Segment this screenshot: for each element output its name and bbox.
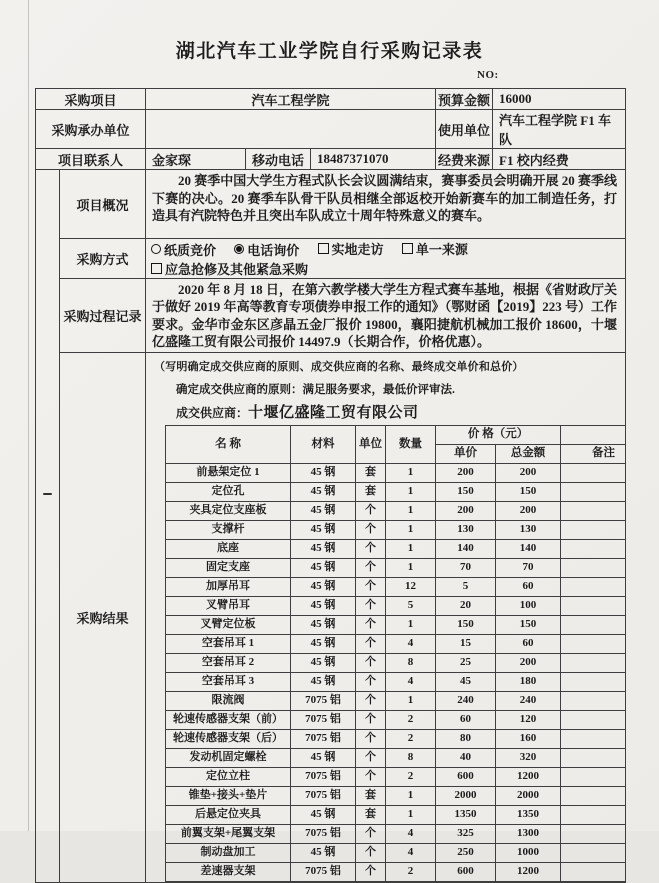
item-row xyxy=(166,501,626,520)
item-name-cell: 锥垫+接头+垫片 xyxy=(166,786,291,805)
item-name-cell: 固定支座 xyxy=(166,558,291,577)
item-material-cell: 45 钢 xyxy=(291,501,356,520)
method-option-emergency xyxy=(151,259,308,278)
item-total-cell: 160 xyxy=(496,729,561,748)
method-option-label: 电话询价 xyxy=(247,242,300,258)
item-unit-price-cell: 200 xyxy=(436,463,496,482)
method-option-label: 实地走访 xyxy=(331,242,384,257)
item-remark-cell xyxy=(561,767,626,786)
items-header-price-group: 价 格（元） xyxy=(436,425,561,444)
item-unit-price-cell: 150 xyxy=(436,482,496,501)
item-total-cell: 180 xyxy=(496,672,561,691)
section-label-overview: 项目概况 xyxy=(60,170,146,239)
item-unit-price-cell: 200 xyxy=(436,501,496,520)
item-total-cell: 100 xyxy=(496,596,561,615)
item-name-cell: 后悬定位夹具 xyxy=(166,805,291,824)
item-unit-price-cell: 1350 xyxy=(436,805,496,824)
field-value-mobile: 18487371070 xyxy=(311,149,436,170)
item-unit-price-cell: 40 xyxy=(436,748,496,767)
item-unit-price-cell: 70 xyxy=(436,558,496,577)
item-remark-cell xyxy=(561,786,626,805)
item-remark-cell xyxy=(561,520,626,539)
item-unit-price-cell: 240 xyxy=(436,691,496,710)
items-header-total: 总金额 xyxy=(496,444,561,463)
item-name-cell: 空套吊耳 1 xyxy=(166,634,291,653)
document-title: 湖北汽车工业学院自行采购记录表 xyxy=(175,41,484,62)
process-paragraph-cell xyxy=(146,278,626,352)
section-label-result: 采购结果 xyxy=(60,352,146,882)
item-material-cell: 7075 铝 xyxy=(291,767,356,786)
item-material-cell: 45 钢 xyxy=(291,653,356,672)
item-name-cell: 轮速传感器支架（前） xyxy=(166,710,291,729)
item-remark-cell xyxy=(561,615,626,634)
item-name-cell: 加厚吊耳 xyxy=(166,577,291,596)
item-row xyxy=(166,843,626,862)
field-value-user-unit: 汽车工程学院 F1 车队 xyxy=(493,110,626,149)
item-total-cell: 1200 xyxy=(496,767,561,786)
item-unit-price-cell: 130 xyxy=(436,520,496,539)
item-unit-price-cell: 140 xyxy=(436,539,496,558)
item-name-cell: 轮速传感器支架（后） xyxy=(166,729,291,748)
item-unit-price-cell: 45 xyxy=(436,672,496,691)
item-unit-price-cell: 250 xyxy=(436,843,496,862)
item-remark-cell xyxy=(561,482,626,501)
item-unit-cell: 个 xyxy=(356,558,386,577)
item-name-cell: 发动机固定螺栓 xyxy=(166,748,291,767)
item-remark-cell xyxy=(561,729,626,748)
item-row xyxy=(166,520,626,539)
item-total-cell: 140 xyxy=(496,539,561,558)
items-header-unit-price: 单价 xyxy=(436,444,496,463)
item-row xyxy=(166,558,626,577)
radio-unchecked-icon xyxy=(151,244,161,254)
field-label-user-unit: 使用单位 xyxy=(436,110,493,149)
item-qty-cell: 1 xyxy=(386,482,436,501)
item-qty-cell: 1 xyxy=(386,501,436,520)
item-material-cell: 7075 铝 xyxy=(291,786,356,805)
item-unit-cell: 个 xyxy=(356,691,386,710)
item-qty-cell: 2 xyxy=(386,710,436,729)
item-remark-cell xyxy=(561,596,626,615)
field-label-purchase-project: 采购项目 xyxy=(36,89,146,110)
item-row xyxy=(166,824,626,843)
item-total-cell: 200 xyxy=(496,653,561,672)
item-unit-cell: 个 xyxy=(356,710,386,729)
radio-checked-icon xyxy=(234,244,244,254)
scan-edge-line xyxy=(28,0,29,831)
item-unit-cell: 个 xyxy=(356,843,386,862)
item-qty-cell: 1 xyxy=(386,786,436,805)
method-option-label: 应急抢修及其他紧急采购 xyxy=(165,261,309,277)
item-total-cell: 200 xyxy=(496,501,561,520)
item-remark-cell xyxy=(561,862,626,881)
field-value-undertaker xyxy=(146,110,436,149)
item-material-cell: 45 钢 xyxy=(291,463,356,482)
item-qty-cell: 12 xyxy=(386,577,436,596)
item-remark-cell xyxy=(561,653,626,672)
checkbox-unchecked-icon xyxy=(402,243,413,254)
items-header-qty: 数量 xyxy=(386,425,436,463)
item-total-cell: 1000 xyxy=(496,843,561,862)
item-material-cell: 7075 铝 xyxy=(291,691,356,710)
item-row xyxy=(166,577,626,596)
item-unit-price-cell: 60 xyxy=(436,710,496,729)
item-row xyxy=(166,634,626,653)
item-unit-price-cell: 20 xyxy=(436,596,496,615)
item-remark-cell xyxy=(561,843,626,862)
items-body xyxy=(166,463,626,881)
item-row xyxy=(166,672,626,691)
item-unit-cell: 个 xyxy=(356,824,386,843)
item-material-cell: 45 钢 xyxy=(291,596,356,615)
item-name-cell: 限流阀 xyxy=(166,691,291,710)
method-option-phone-inquiry xyxy=(234,240,299,259)
item-unit-price-cell: 150 xyxy=(436,615,496,634)
item-material-cell: 45 钢 xyxy=(291,634,356,653)
item-remark-cell xyxy=(561,577,626,596)
items-header-material: 材料 xyxy=(291,425,356,463)
process-text: 2020 年 8 月 18 日，在第六教学楼大学生方程式赛车基地，根据《省财政厅关于做好 2019 年高等教育专项债券申报工作的通知》（鄂财函【2019】223 号）工作要求。金华市金东区彦晶五金厂报价 19800，襄阳捷航机械加工报价 18600，十堰亿盛隆工贸有限公司报价 14497.9（长期合作，价格优惠）。 xyxy=(152,281,618,349)
item-name-cell: 支撑杆 xyxy=(166,520,291,539)
item-unit-cell: 套 xyxy=(356,463,386,482)
item-total-cell: 150 xyxy=(496,615,561,634)
field-value-budget: 16000 xyxy=(493,89,626,110)
method-option-label: 单一来源 xyxy=(415,242,468,257)
item-unit-price-cell: 25 xyxy=(436,653,496,672)
field-label-undertaker: 采购承办单位 xyxy=(36,110,146,149)
item-row xyxy=(166,596,626,615)
item-remark-cell xyxy=(561,672,626,691)
item-row xyxy=(166,862,626,881)
result-note-text: （写明确定成交供应商的原则、成交供应商的名称、最终成交单价和总价） xyxy=(154,360,524,373)
overview-text: 20 赛季中国大学生方程式队长会议圆满结束，赛事委员会明确开展 20 赛季线下赛的决心。20 赛季车队骨干队员相继全部返校开始新赛车的加工制造任务，打造具有汽院特色并且突出车队成立十周年特殊意义的赛车。 xyxy=(152,173,618,223)
item-remark-cell xyxy=(561,501,626,520)
item-material-cell: 45 钢 xyxy=(291,577,356,596)
method-option-site-visit xyxy=(318,239,384,258)
item-qty-cell: 1 xyxy=(386,520,436,539)
item-material-cell: 45 钢 xyxy=(291,805,356,824)
item-material-cell: 45 钢 xyxy=(291,482,356,501)
item-row xyxy=(166,615,626,634)
item-material-cell: 7075 铝 xyxy=(291,862,356,881)
item-material-cell: 45 钢 xyxy=(291,558,356,577)
item-material-cell: 45 钢 xyxy=(291,520,356,539)
checkbox-unchecked-icon xyxy=(318,243,329,254)
item-qty-cell: 2 xyxy=(386,729,436,748)
item-qty-cell: 2 xyxy=(386,862,436,881)
item-material-cell: 45 钢 xyxy=(291,748,356,767)
item-qty-cell: 1 xyxy=(386,805,436,824)
item-name-cell: 底座 xyxy=(166,539,291,558)
item-unit-cell: 个 xyxy=(356,729,386,748)
item-total-cell: 240 xyxy=(496,691,561,710)
item-unit-price-cell: 5 xyxy=(436,577,496,596)
item-name-cell: 差速器支架 xyxy=(166,862,291,881)
item-material-cell: 7075 铝 xyxy=(291,710,356,729)
item-total-cell: 70 xyxy=(496,558,561,577)
method-option-paper-bidding xyxy=(151,240,216,259)
item-remark-cell xyxy=(561,558,626,577)
item-name-cell: 制动盘加工 xyxy=(166,843,291,862)
item-qty-cell: 4 xyxy=(386,672,436,691)
item-unit-cell: 个 xyxy=(356,539,386,558)
item-name-cell: 定位立柱 xyxy=(166,767,291,786)
item-unit-price-cell: 15 xyxy=(436,634,496,653)
item-unit-price-cell: 2000 xyxy=(436,786,496,805)
item-unit-cell: 套 xyxy=(356,786,386,805)
handwritten-dash-mark xyxy=(43,493,52,495)
item-qty-cell: 8 xyxy=(386,748,436,767)
item-row xyxy=(166,729,626,748)
item-name-cell: 叉臂定位板 xyxy=(166,615,291,634)
item-unit-price-cell: 80 xyxy=(436,729,496,748)
item-unit-cell: 个 xyxy=(356,672,386,691)
item-name-cell: 前悬架定位 1 xyxy=(166,463,291,482)
method-options-cell xyxy=(146,239,626,279)
section-label-process: 采购过程记录 xyxy=(60,278,146,352)
items-header-unit: 单位 xyxy=(356,425,386,463)
item-unit-cell: 个 xyxy=(356,520,386,539)
item-row xyxy=(166,710,626,729)
section-label-method: 采购方式 xyxy=(60,239,146,279)
item-qty-cell: 5 xyxy=(386,596,436,615)
item-row xyxy=(166,463,626,482)
item-row xyxy=(166,767,626,786)
field-value-contact: 金家琛 xyxy=(146,149,246,170)
item-unit-cell: 个 xyxy=(356,634,386,653)
purchased-items-table xyxy=(165,425,626,882)
result-principle-text: 确定成交供应商的原则：满足服务要求，最低价评审法. xyxy=(176,383,455,396)
item-total-cell: 1350 xyxy=(496,805,561,824)
left-margin-column xyxy=(36,170,60,883)
item-remark-cell xyxy=(561,824,626,843)
item-material-cell: 45 钢 xyxy=(291,615,356,634)
item-material-cell: 7075 铝 xyxy=(291,824,356,843)
item-total-cell: 200 xyxy=(496,463,561,482)
item-qty-cell: 1 xyxy=(386,558,436,577)
field-label-mobile: 移动电话 xyxy=(246,149,311,170)
item-qty-cell: 4 xyxy=(386,843,436,862)
item-name-cell: 叉臂吊耳 xyxy=(166,596,291,615)
item-unit-cell: 套 xyxy=(356,805,386,824)
item-qty-cell: 2 xyxy=(386,767,436,786)
item-remark-cell xyxy=(561,463,626,482)
item-unit-cell: 个 xyxy=(356,596,386,615)
item-remark-cell xyxy=(561,539,626,558)
item-unit-price-cell: 600 xyxy=(436,862,496,881)
item-remark-cell xyxy=(561,634,626,653)
field-value-purchase-project: 汽车工程学院 xyxy=(146,89,436,110)
item-total-cell: 120 xyxy=(496,710,561,729)
items-header-name: 名 称 xyxy=(166,425,291,463)
item-unit-cell: 个 xyxy=(356,577,386,596)
supplier-label: 成交供应商： xyxy=(176,405,249,420)
item-total-cell: 320 xyxy=(496,748,561,767)
field-label-budget: 预算金额 xyxy=(436,89,493,110)
item-total-cell: 1300 xyxy=(496,824,561,843)
item-name-cell: 定位孔 xyxy=(166,482,291,501)
item-row xyxy=(166,748,626,767)
item-unit-cell: 个 xyxy=(356,767,386,786)
item-total-cell: 1200 xyxy=(496,862,561,881)
item-total-cell: 60 xyxy=(496,577,561,596)
item-remark-cell xyxy=(561,710,626,729)
item-material-cell: 45 钢 xyxy=(291,539,356,558)
items-header-remark-spacer xyxy=(561,425,626,444)
item-remark-cell xyxy=(561,805,626,824)
item-row xyxy=(166,805,626,824)
item-total-cell: 2000 xyxy=(496,786,561,805)
item-unit-price-cell: 325 xyxy=(436,824,496,843)
item-name-cell: 夹具定位支座板 xyxy=(166,501,291,520)
item-material-cell: 45 钢 xyxy=(291,672,356,691)
item-unit-cell: 个 xyxy=(356,748,386,767)
item-unit-cell: 个 xyxy=(356,862,386,881)
result-content-cell xyxy=(146,352,626,882)
item-qty-cell: 4 xyxy=(386,634,436,653)
field-label-contact: 项目联系人 xyxy=(36,149,146,170)
item-qty-cell: 1 xyxy=(386,539,436,558)
item-unit-cell: 个 xyxy=(356,653,386,672)
document-number-label: NO: xyxy=(477,69,499,81)
item-remark-cell xyxy=(561,691,626,710)
item-qty-cell: 1 xyxy=(386,615,436,634)
item-total-cell: 130 xyxy=(496,520,561,539)
item-row xyxy=(166,691,626,710)
procurement-form-table xyxy=(35,88,626,883)
item-row xyxy=(166,482,626,501)
item-remark-cell xyxy=(561,748,626,767)
item-unit-cell: 套 xyxy=(356,482,386,501)
checkbox-unchecked-icon xyxy=(151,263,162,274)
items-header-remark: 备注 xyxy=(561,444,626,463)
item-row xyxy=(166,539,626,558)
method-option-single-source xyxy=(402,239,468,258)
method-option-label: 纸质竞价 xyxy=(164,242,217,258)
item-row xyxy=(166,653,626,672)
field-value-fund-source: F1 校内经费 xyxy=(493,149,626,170)
item-unit-cell: 个 xyxy=(356,501,386,520)
field-label-fund-source: 经费来源 xyxy=(436,149,493,170)
item-total-cell: 60 xyxy=(496,634,561,653)
item-unit-price-cell: 600 xyxy=(436,767,496,786)
item-material-cell: 45 钢 xyxy=(291,843,356,862)
item-row xyxy=(166,786,626,805)
item-material-cell: 7075 铝 xyxy=(291,729,356,748)
item-name-cell: 空套吊耳 2 xyxy=(166,653,291,672)
item-total-cell: 150 xyxy=(496,482,561,501)
item-name-cell: 空套吊耳 3 xyxy=(166,672,291,691)
item-qty-cell: 1 xyxy=(386,691,436,710)
supplier-name: 十堰亿盛隆工贸有限公司 xyxy=(248,404,419,421)
item-qty-cell: 4 xyxy=(386,824,436,843)
overview-paragraph-cell xyxy=(146,170,626,239)
result-supplier-line xyxy=(176,401,625,422)
item-unit-cell: 个 xyxy=(356,615,386,634)
item-name-cell: 前翼支架+尾翼支架 xyxy=(166,824,291,843)
item-qty-cell: 8 xyxy=(386,653,436,672)
item-qty-cell: 1 xyxy=(386,463,436,482)
